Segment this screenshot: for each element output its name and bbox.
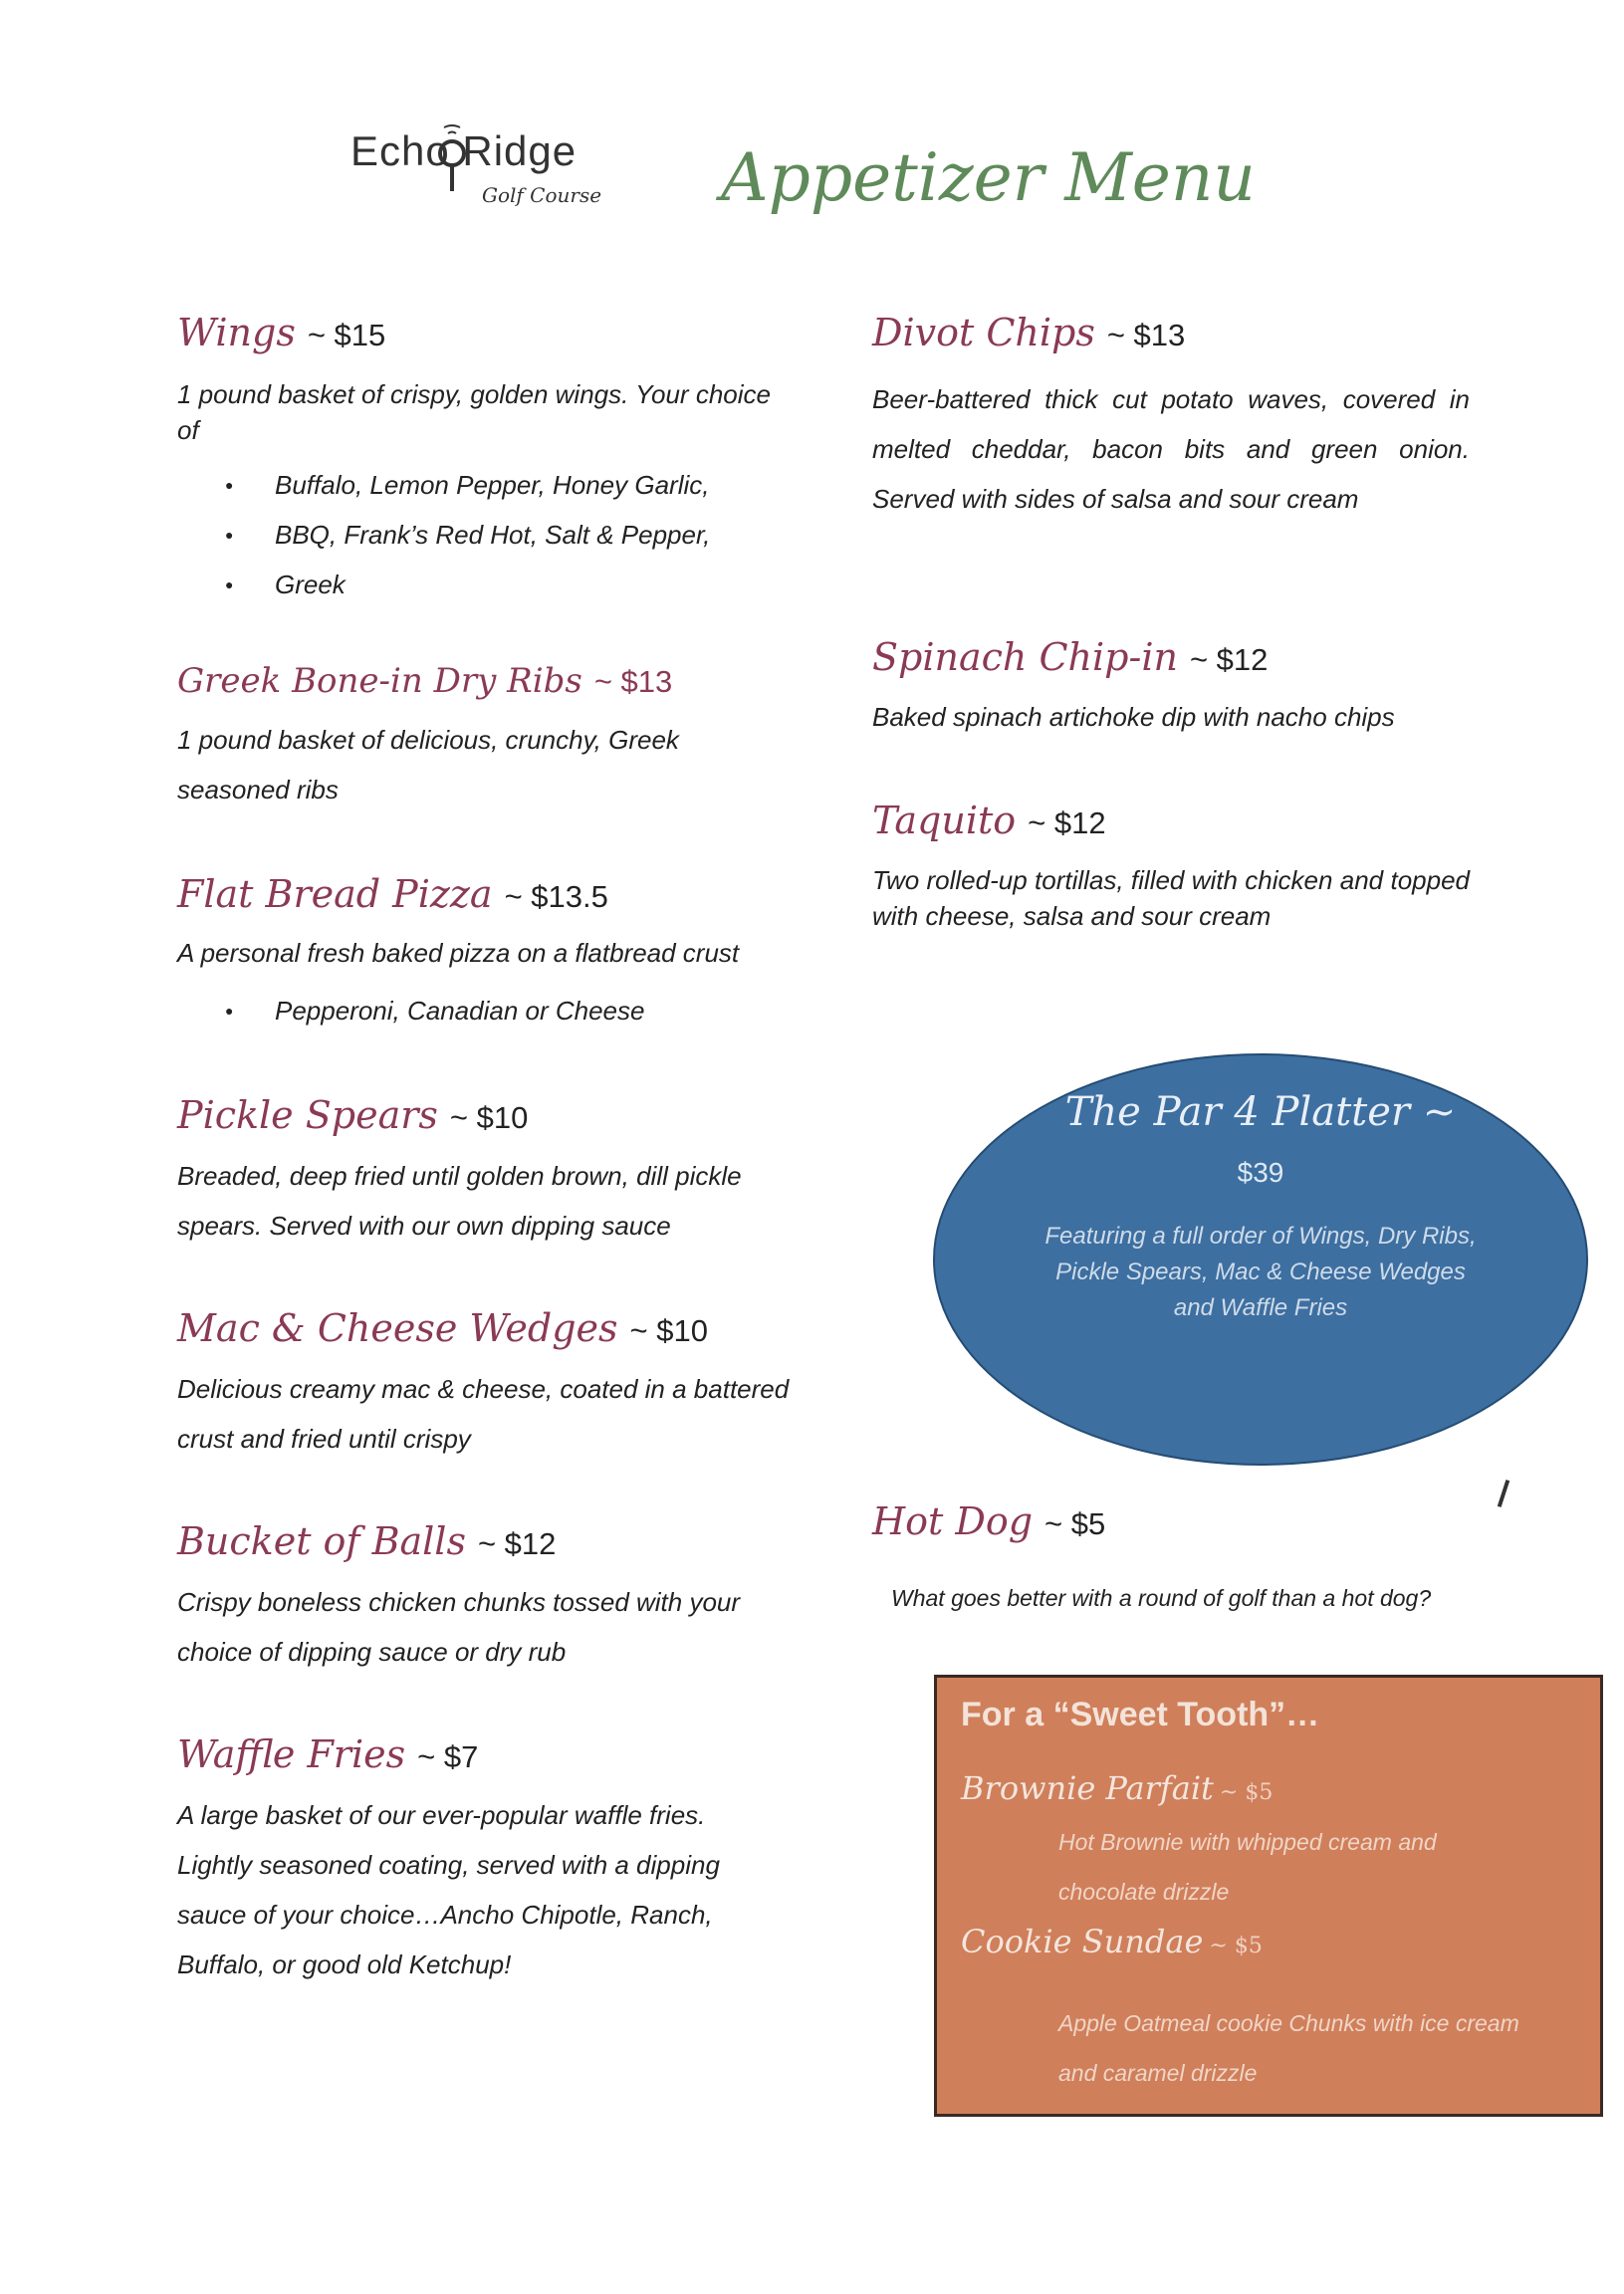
item-description: 1 pound basket of crispy, golden wings. Your choice of [177,379,771,445]
item-description: Breaded, deep fried until golden brown, dill pickle spears. Served with our own dipping sauce [177,1161,742,1241]
option-item-cont: ● BBQ, Frank’s Red Hot, Salt & Pepper, [275,510,775,560]
option-item: ● Buffalo, Lemon Pepper, Honey Garlic, [275,460,775,510]
menu-item-bucket-of-balls [177,1519,795,1677]
item-price: ~ $12 [477,1526,557,1561]
dessert-name: Brownie Parfait ~ $5 [961,1769,1274,1807]
logo-main: Echo Ridge [350,127,578,174]
menu-item-wings [177,311,775,609]
sweet-heading: For a “Sweet Tooth”… [961,1696,1320,1733]
item-name: Bucket of Balls [177,1519,466,1563]
item-description: A large basket of our ever-popular waffle fries. Lightly seasoned coating, served with a dipping sauce of your choice…Ancho Chipotle, Ranch, Buffalo, or good old Ketchup! [177,1800,720,1979]
item-price: ~ $13.5 [504,879,608,914]
item-description: Baked spinach artichoke dip with nacho chips [872,702,1395,732]
item-name: Wings [177,311,296,354]
item-name: Divot Chips [872,311,1095,354]
menu-item-waffle-fries [177,1732,775,1989]
item-description: Crispy boneless chicken chunks tossed with your choice of dipping sauce or dry rub [177,1587,741,1667]
dessert-price: ~ $5 [1209,1934,1263,1958]
menu-item-taquito [872,799,1470,934]
item-price: ~ $13 [593,664,673,699]
logo-sub: Golf Course [482,183,602,207]
dessert-price: ~ $5 [1219,1780,1274,1805]
sweet-tooth-box [934,1675,1603,2117]
item-description: Beer-battered thick cut potato waves, covered in melted cheddar, bacon bits and green onion. Served with sides of salsa and sour cream [872,384,1470,514]
platter-title: The Par 4 Platter ~ [1064,1089,1457,1135]
platter-callout [933,1053,1588,1466]
item-description: What goes better with a round of golf than a hot dog? [891,1585,1432,1611]
option-item-cont: ● Greek [275,560,775,609]
menu-item-ribs [177,661,775,814]
menu-item-pizza [177,872,814,1035]
item-name: Pickle Spears [177,1093,438,1137]
item-price: ~ $7 [417,1739,479,1774]
menu-item-spinach-chip-in [872,635,1470,735]
item-price: ~ $15 [307,318,386,352]
option-item: ● Pepperoni, Canadian or Cheese [275,986,814,1035]
menu-item-divot-chips [872,311,1470,524]
dessert-description: Apple Oatmeal cookie Chunks with ice cream and caramel drizzle [1058,2010,1519,2086]
menu-item-hot-dog [872,1499,1470,1543]
item-description: 1 pound basket of delicious, crunchy, Greek seasoned ribs [177,725,679,804]
item-price: ~ $13 [1106,318,1186,352]
item-name: Waffle Fries [177,1732,406,1776]
item-name: Spinach Chip-in [872,635,1178,679]
dessert-name: Cookie Sundae ~ $5 [961,1923,1263,1960]
item-price: ~ $5 [1044,1506,1106,1541]
dessert-description: Hot Brownie with whipped cream and chocolate drizzle [1058,1829,1437,1905]
item-price: ~ $12 [1189,642,1269,677]
item-name: Greek Bone-in Dry Ribs [177,661,582,701]
item-name: Flat Bread Pizza [177,872,493,916]
item-name: Mac & Cheese Wedges [177,1306,618,1350]
item-description: Two rolled-up tortillas, filled with chicken and topped with cheese, salsa and sour cream [872,865,1470,931]
item-description: A personal fresh baked pizza on a flatbread crust [177,938,740,968]
item-description: Delicious creamy mac & cheese, coated in a battered crust and fried until crispy [177,1374,790,1454]
menu-item-pickle-spears [177,1093,795,1251]
item-price: ~ $10 [629,1313,708,1348]
menu-item-mac-cheese [177,1306,795,1464]
platter-price: $39 [1237,1157,1284,1188]
page-title: Appetizer Menu [721,139,1256,216]
item-name: Taquito [872,799,1017,842]
item-price: ~ $12 [1028,805,1106,840]
platter-description: Featuring a full order of Wings, Dry Ribs, Pickle Spears, Mac & Cheese Wedges and Waffle Fries [1044,1223,1477,1321]
item-price: ~ $10 [449,1100,529,1135]
item-name: Hot Dog [872,1499,1034,1543]
stray-mark [1498,1480,1509,1507]
